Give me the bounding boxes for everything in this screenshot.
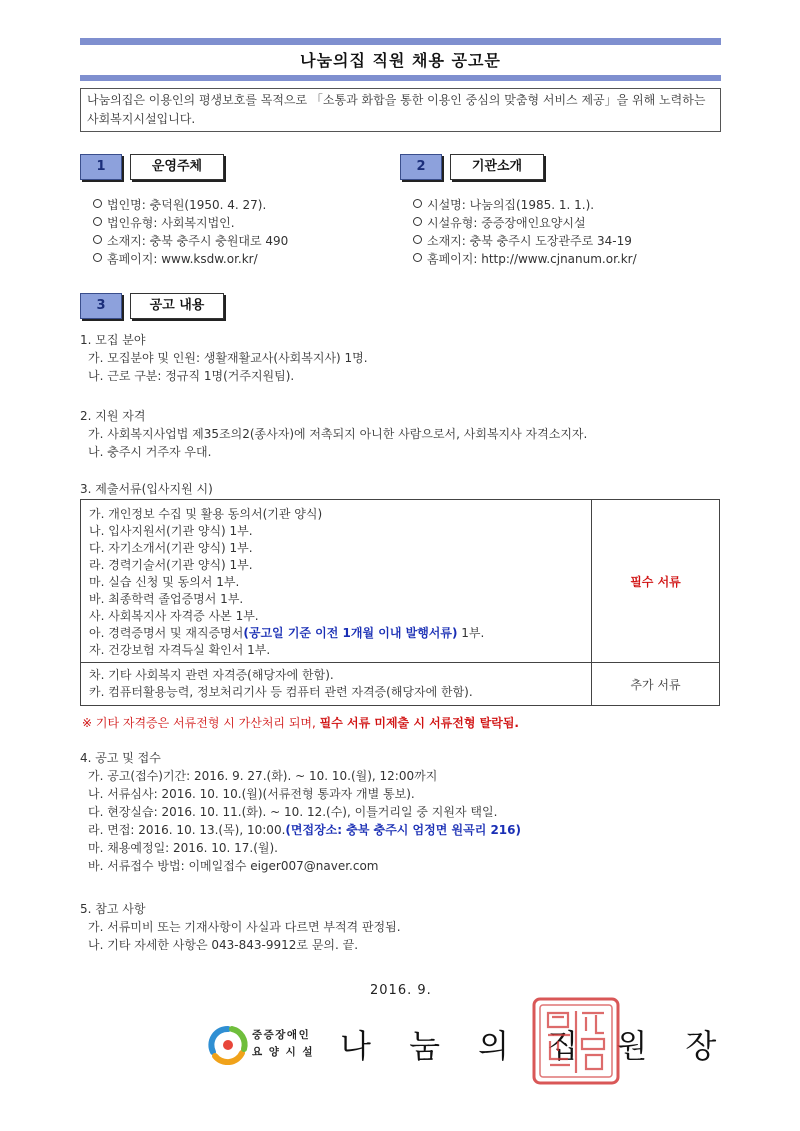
- extra-docs-cell: [81, 663, 592, 706]
- notes-item: 나. 기타 자세한 사항은 043-843-9912로 문의. 끝.: [88, 938, 359, 952]
- doc-item: 나. 입사지원서(기관 양식) 1부.: [89, 524, 253, 538]
- required-label: 필수 서류: [592, 500, 720, 663]
- circle-bullet-icon: [413, 199, 422, 208]
- section-1-list: [93, 196, 288, 268]
- page-title: 나눔의집 직원 채용 공고문: [300, 51, 501, 70]
- list-item: 소재지: 충북 충주시 충원대로 490: [93, 232, 288, 250]
- schedule-item: 나. 서류심사: 2016. 10. 10.(월)(서류전형 통과자 개별 통보).: [88, 787, 415, 801]
- list-item: 홈페이지: www.ksdw.or.kr/: [93, 250, 288, 268]
- qualify-block: [80, 407, 720, 461]
- list-item: 홈페이지: http://www.cjnanum.or.kr/: [413, 250, 637, 268]
- section-1-label: 운영주체: [130, 154, 224, 180]
- doc-item: 사. 사회복지사 자격증 사본 1부.: [89, 609, 259, 623]
- director-title: 나 눔 의 집 원 장: [340, 1027, 731, 1065]
- schedule-block: [80, 749, 720, 875]
- doc-item: 바. 최종학력 졸업증명서 1부.: [89, 592, 244, 606]
- recruit-item: 나. 근로 구분: 정규직 1명(거주지원팀).: [88, 369, 295, 383]
- list-item: 법인유형: 사회복지법인.: [93, 214, 288, 232]
- intro-box: 나눔의집은 이용인의 평생보호를 목적으로 「소통과 화합을 통한 이용인 중심의 맞춤형 서비스 제공」을 위해 노력하는 사회복지시설입니다.: [80, 88, 721, 132]
- organization-name: 중증장애인 요 양 시 설: [252, 1029, 315, 1058]
- interview-location: (면접장소: 충북 충주시 엄정면 원곡리 216): [285, 823, 521, 837]
- documents-table: [80, 499, 720, 706]
- schedule-heading: 4. 공고 및 접수: [80, 751, 161, 765]
- circle-bullet-icon: [93, 253, 102, 262]
- section-2-label: 기관소개: [450, 154, 544, 180]
- section-1-header: [80, 154, 240, 182]
- doc-item: 아. 경력증명서 및 재직증명서(공고일 기준 이전 1개월 이내 발행서류) 1부.: [89, 626, 485, 640]
- list-item: 시설유형: 중증장애인요양시설: [413, 214, 637, 232]
- circle-bullet-icon: [413, 217, 422, 226]
- docs-heading-block: [80, 480, 720, 498]
- schedule-item: 마. 채용예정일: 2016. 10. 17.(월).: [88, 841, 278, 855]
- list-item: 소재지: 충북 충주시 도장관주로 34-19: [413, 232, 637, 250]
- docs-note: ※ 기타 자격증은 서류전형 시 가산처리 되며, 필수 서류 미제출 시 서류전형 탈락됨.: [82, 716, 519, 730]
- required-docs-cell: [81, 500, 592, 663]
- doc-item: 라. 경력기술서(기관 양식) 1부.: [89, 558, 253, 572]
- section-2-list: [413, 196, 637, 268]
- docs-heading: 3. 제출서류(입사지원 시): [80, 482, 213, 496]
- title-bottom-bar: [80, 75, 721, 81]
- circle-bullet-icon: [413, 253, 422, 262]
- recruit-block: [80, 331, 720, 385]
- circle-bullet-icon: [413, 235, 422, 244]
- section-2-header: [400, 154, 560, 182]
- schedule-item: 바. 서류접수 방법: 이메일접수 eiger007@naver.com: [88, 859, 379, 873]
- section-3-number: 3: [80, 293, 122, 319]
- recruit-item: 가. 모집분야 및 인원: 생활재활교사(사회복지사) 1명.: [88, 351, 368, 365]
- section-3-label: 공고 내용: [130, 293, 224, 319]
- schedule-item: 라. 면접: 2016. 10. 13.(목), 10:00.(면접장소: 충북 충주시 엄정면 원곡리 216): [88, 823, 521, 837]
- circle-bullet-icon: [93, 217, 102, 226]
- notes-heading: 5. 참고 사항: [80, 902, 146, 916]
- recruit-heading: 1. 모집 분야: [80, 333, 146, 347]
- notes-item: 가. 서류미비 또는 기재사항이 사실과 다르면 부적격 판정됨.: [88, 920, 401, 934]
- schedule-item: 다. 현장실습: 2016. 10. 11.(화). ~ 10. 12.(수), 이틀거리일 중 지원자 택일.: [88, 805, 498, 819]
- table-row: [81, 500, 720, 663]
- circle-bullet-icon: [93, 199, 102, 208]
- section-2-number: 2: [400, 154, 442, 180]
- section-1-number: 1: [80, 154, 122, 180]
- list-item: 법인명: 충덕원(1950. 4. 27).: [93, 196, 288, 214]
- doc-item: 마. 실습 신청 및 동의서 1부.: [89, 575, 240, 589]
- doc-item: 차. 기타 사회복지 관련 자격증(해당자에 한함).: [89, 668, 334, 682]
- extra-label: 추가 서류: [592, 663, 720, 706]
- doc-item: 자. 건강보험 자격득실 확인서 1부.: [89, 643, 271, 657]
- official-seal-stamp: [530, 995, 622, 1087]
- doc-item: 다. 자기소개서(기관 양식) 1부.: [89, 541, 253, 555]
- section-3-header: [80, 293, 240, 321]
- qualify-heading: 2. 지원 자격: [80, 409, 146, 423]
- schedule-item: 가. 공고(접수)기간: 2016. 9. 27.(화). ~ 10. 10.(월), 12:00까지: [88, 769, 438, 783]
- table-row: [81, 663, 720, 706]
- qualify-item: 가. 사회복지사업법 제35조의2(종사자)에 저촉되지 아니한 사람으로서, 사회복지사 자격소지자.: [88, 427, 588, 441]
- doc-item-highlight: (공고일 기준 이전 1개월 이내 발행서류): [243, 626, 458, 640]
- doc-item: 카. 컴퓨터활용능력, 정보처리기사 등 컴퓨터 관련 자격증(해당자에 한함).: [89, 685, 473, 699]
- circle-bullet-icon: [93, 235, 102, 244]
- qualify-item: 나. 충주시 거주자 우대.: [88, 445, 212, 459]
- issue-date: 2016. 9.: [370, 983, 432, 998]
- title-top-bar: [80, 38, 721, 45]
- doc-item: 가. 개인정보 수집 및 활용 동의서(기관 양식): [89, 507, 323, 521]
- list-item: 시설명: 나눔의집(1985. 1. 1.).: [413, 196, 637, 214]
- notes-block: [80, 900, 720, 954]
- facility-logo-icon: [205, 1025, 251, 1065]
